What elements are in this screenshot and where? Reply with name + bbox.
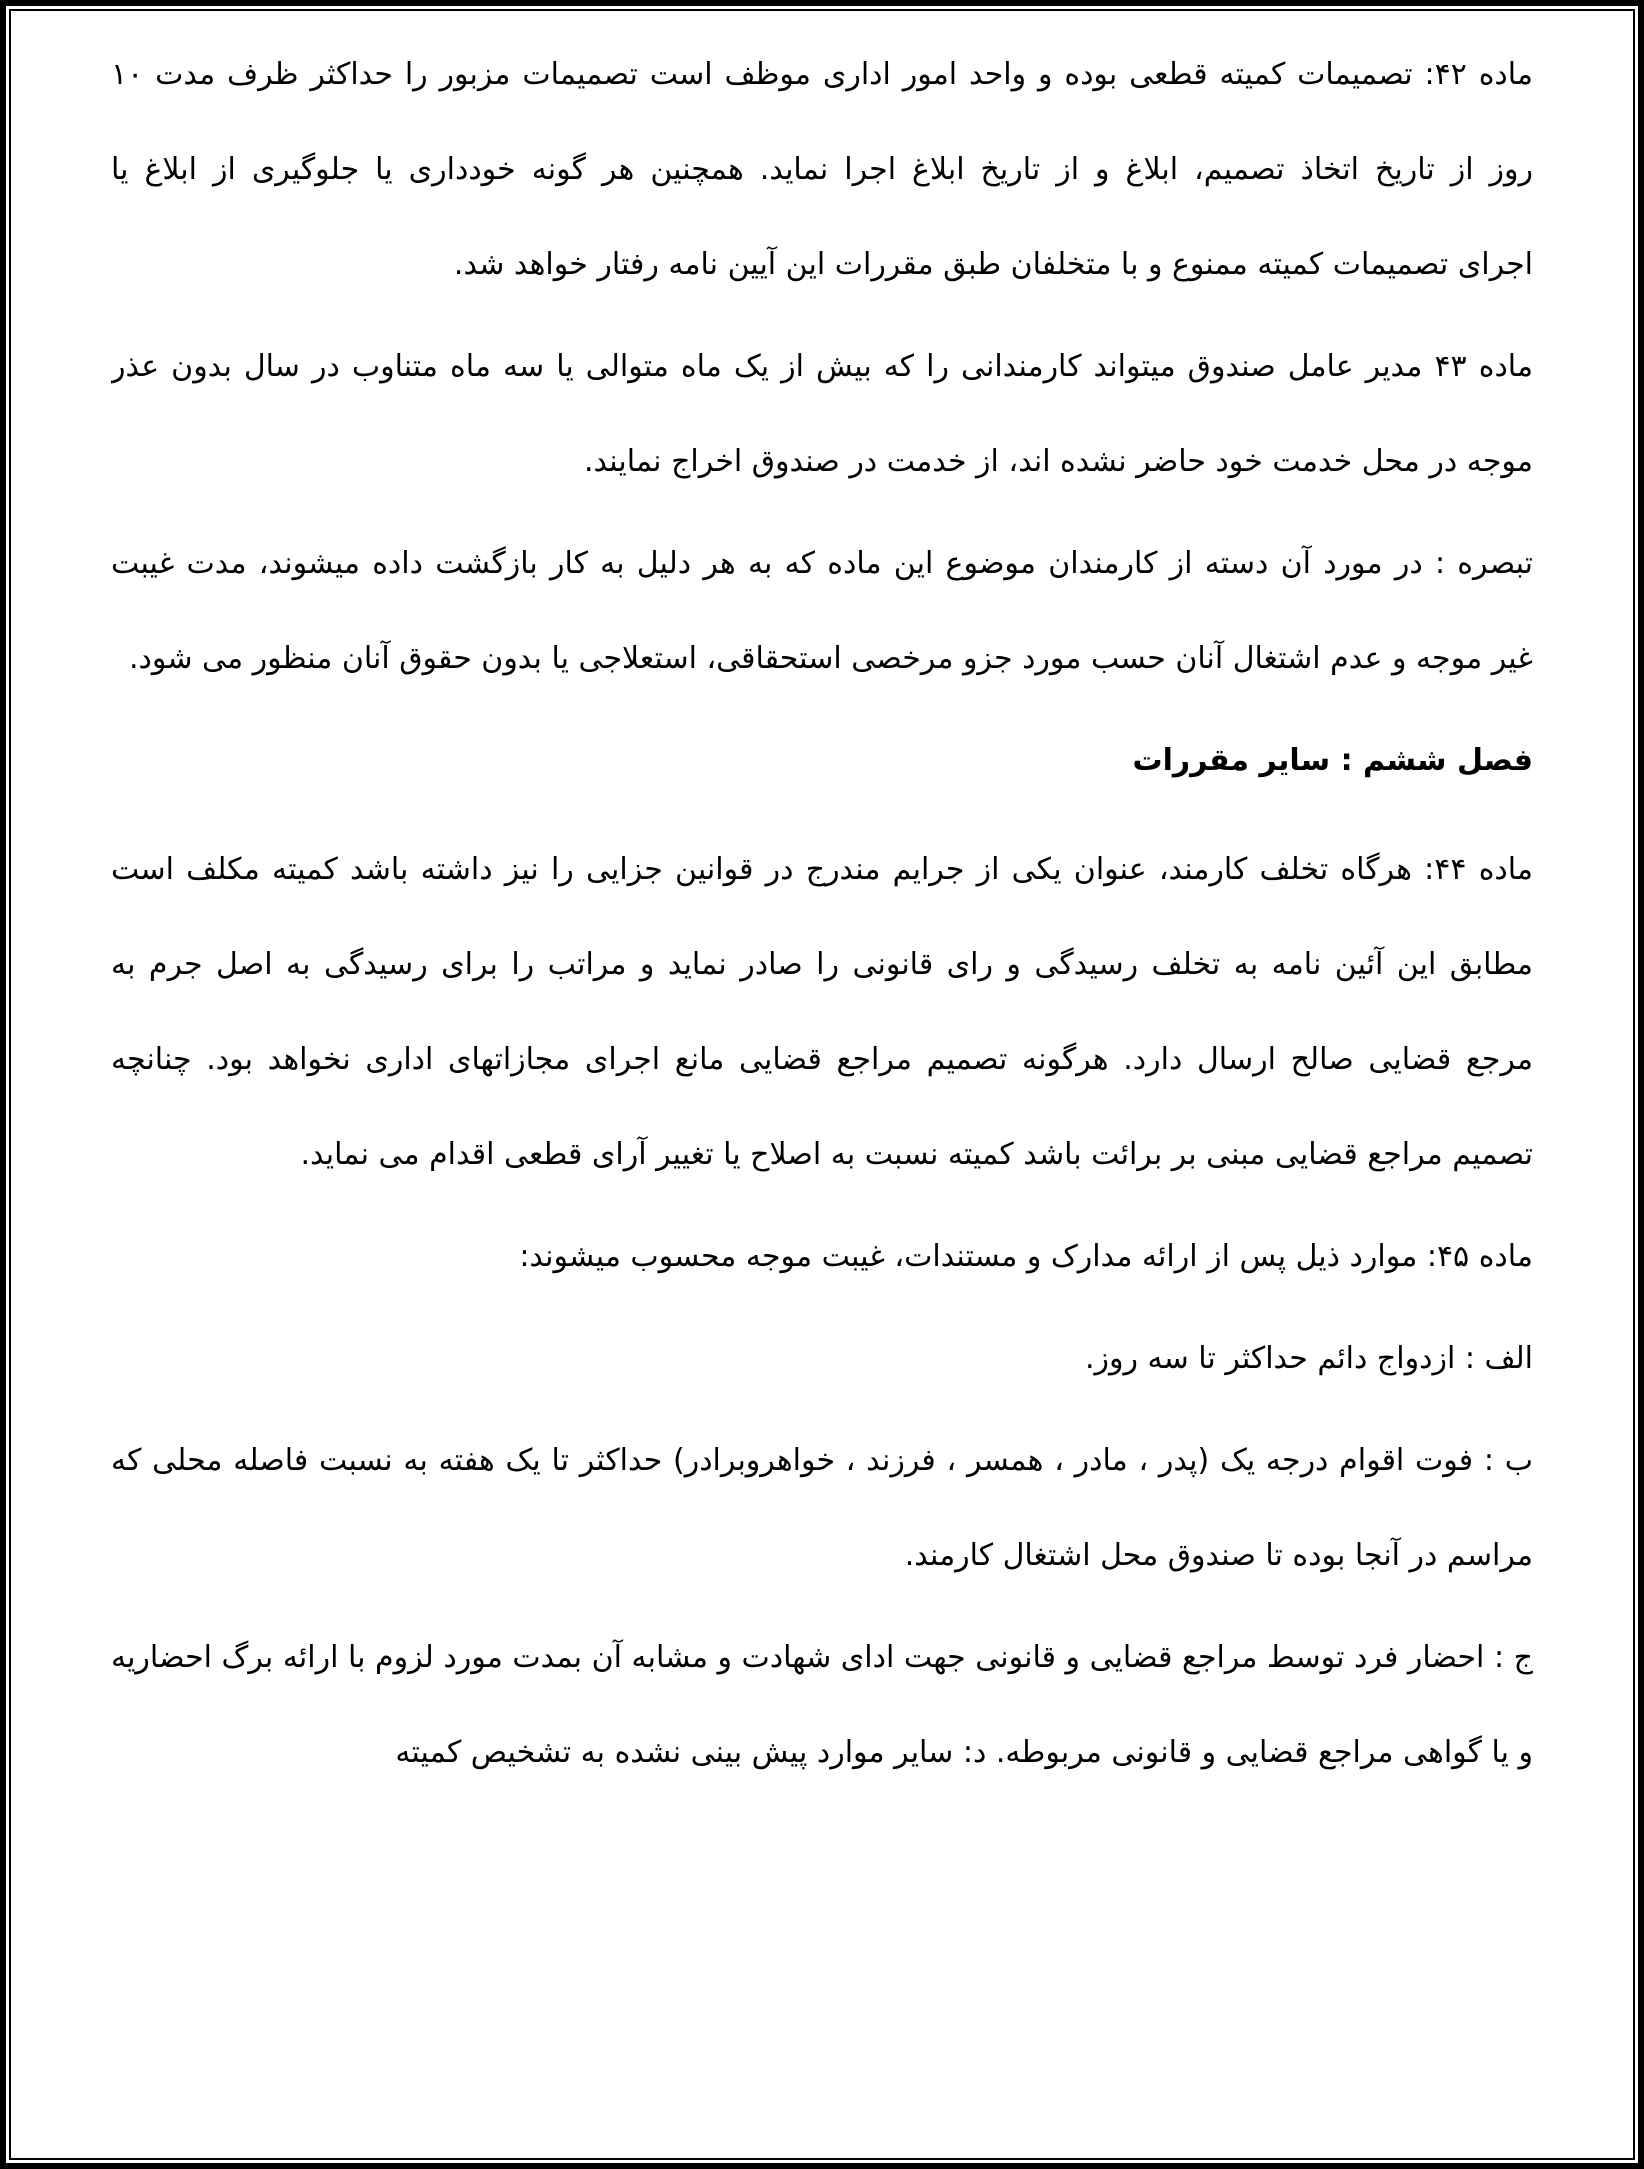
- text-line: موجه در محل خدمت خود حاضر نشده اند، از خدمت در صندوق اخراج نمایند.: [584, 444, 1533, 479]
- paragraph-article-45: [111, 1209, 1533, 1304]
- list-item-be: [111, 1413, 1533, 1603]
- text-line: ب : فوت اقوام درجه یک (پدر ، مادر ، همسر ، فرزند ، خواهروبرادر) حداکثر تا یک هفته به نسبت فاصله محلی که: [111, 1443, 1533, 1478]
- text-line: ماده ۴۲: تصمیمات کمیته قطعی بوده و واحد امور اداری موظف است تصمیمات مزبور را حداکثر ظرف مدت ۱۰: [111, 57, 1533, 92]
- chapter-six-heading: [111, 713, 1533, 808]
- list-item-jim: [111, 1610, 1533, 1800]
- list-item-alef: [111, 1311, 1533, 1406]
- text-line: مرجع قضایی صالح ارسال دارد. هرگونه تصمیم مراجع قضایی مانع اجرای مجازاتهای اداری نخواهد بود. چنانچه: [111, 1042, 1533, 1077]
- paragraph-article-42: [111, 27, 1533, 312]
- text-line: ج : احضار فرد توسط مراجع قضایی و قانونی جهت ادای شهادت و مشابه آن بمدت مورد لزوم با ارائه برگ احضاریه: [111, 1640, 1533, 1675]
- text-line: ماده ۴۴: هرگاه تخلف کارمند، عنوان یکی از جرایم مندرج در قوانین جزایی را نیز داشته باشد کمیته مکلف است: [111, 852, 1533, 887]
- text-line: و یا گواهی مراجع قضایی و قانونی مربوطه. د: سایر موارد پیش بینی نشده به تشخیص کمیته: [395, 1735, 1533, 1770]
- text-line: تبصره : در مورد آن دسته از کارمندان موضوع این ماده که به هر دلیل به کار بازگشت داده میشوند، مدت غیبت: [111, 546, 1533, 581]
- paragraph-note-tabsereh: [111, 516, 1533, 706]
- heading-text: فصل ششم : سایر مقررات: [1132, 743, 1533, 778]
- page-border-inner: [9, 9, 1635, 2160]
- text-line: روز از تاریخ اتخاذ تصمیم، ابلاغ و از تاریخ ابلاغ اجرا نماید. همچنین هر گونه خودداری یا جلوگیری از ابلاغ یا: [111, 152, 1533, 187]
- text-line: مراسم در آنجا بوده تا صندوق محل اشتغال کارمند.: [904, 1538, 1533, 1573]
- text-line: غیر موجه و عدم اشتغال آنان حسب مورد جزو مرخصی استحقاقی، استعلاجی یا بدون حقوق آنان منظور می شود.: [128, 641, 1533, 676]
- text-line: مطابق این آئین نامه به تخلف رسیدگی و رای قانونی را صادر نماید و مراتب را برای رسیدگی به اصل جرم به: [111, 947, 1533, 982]
- text-line: اجرای تصمیمات کمیته ممنوع و با متخلفان طبق مقررات این آیین نامه رفتار خواهد شد.: [453, 247, 1533, 282]
- text-line: ماده ۴۵: موارد ذیل پس از ارائه مدارک و مستندات، غیبت موجه محسوب میشوند:: [519, 1239, 1533, 1274]
- text-line: الف : ازدواج دائم حداکثر تا سه روز.: [1085, 1341, 1533, 1376]
- paragraph-article-43: [111, 319, 1533, 509]
- paragraph-article-44: [111, 822, 1533, 1202]
- text-line: ماده ۴۳ مدیر عامل صندوق میتواند کارمندانی را که بیش از یک ماه متوالی یا سه ماه متناوب در سال بدون عذر: [111, 349, 1533, 384]
- text-line: تصمیم مراجع قضایی مبنی بر برائت باشد کمیته نسبت به اصلاح یا تغییر آرای قطعی اقدام می نماید.: [300, 1137, 1533, 1172]
